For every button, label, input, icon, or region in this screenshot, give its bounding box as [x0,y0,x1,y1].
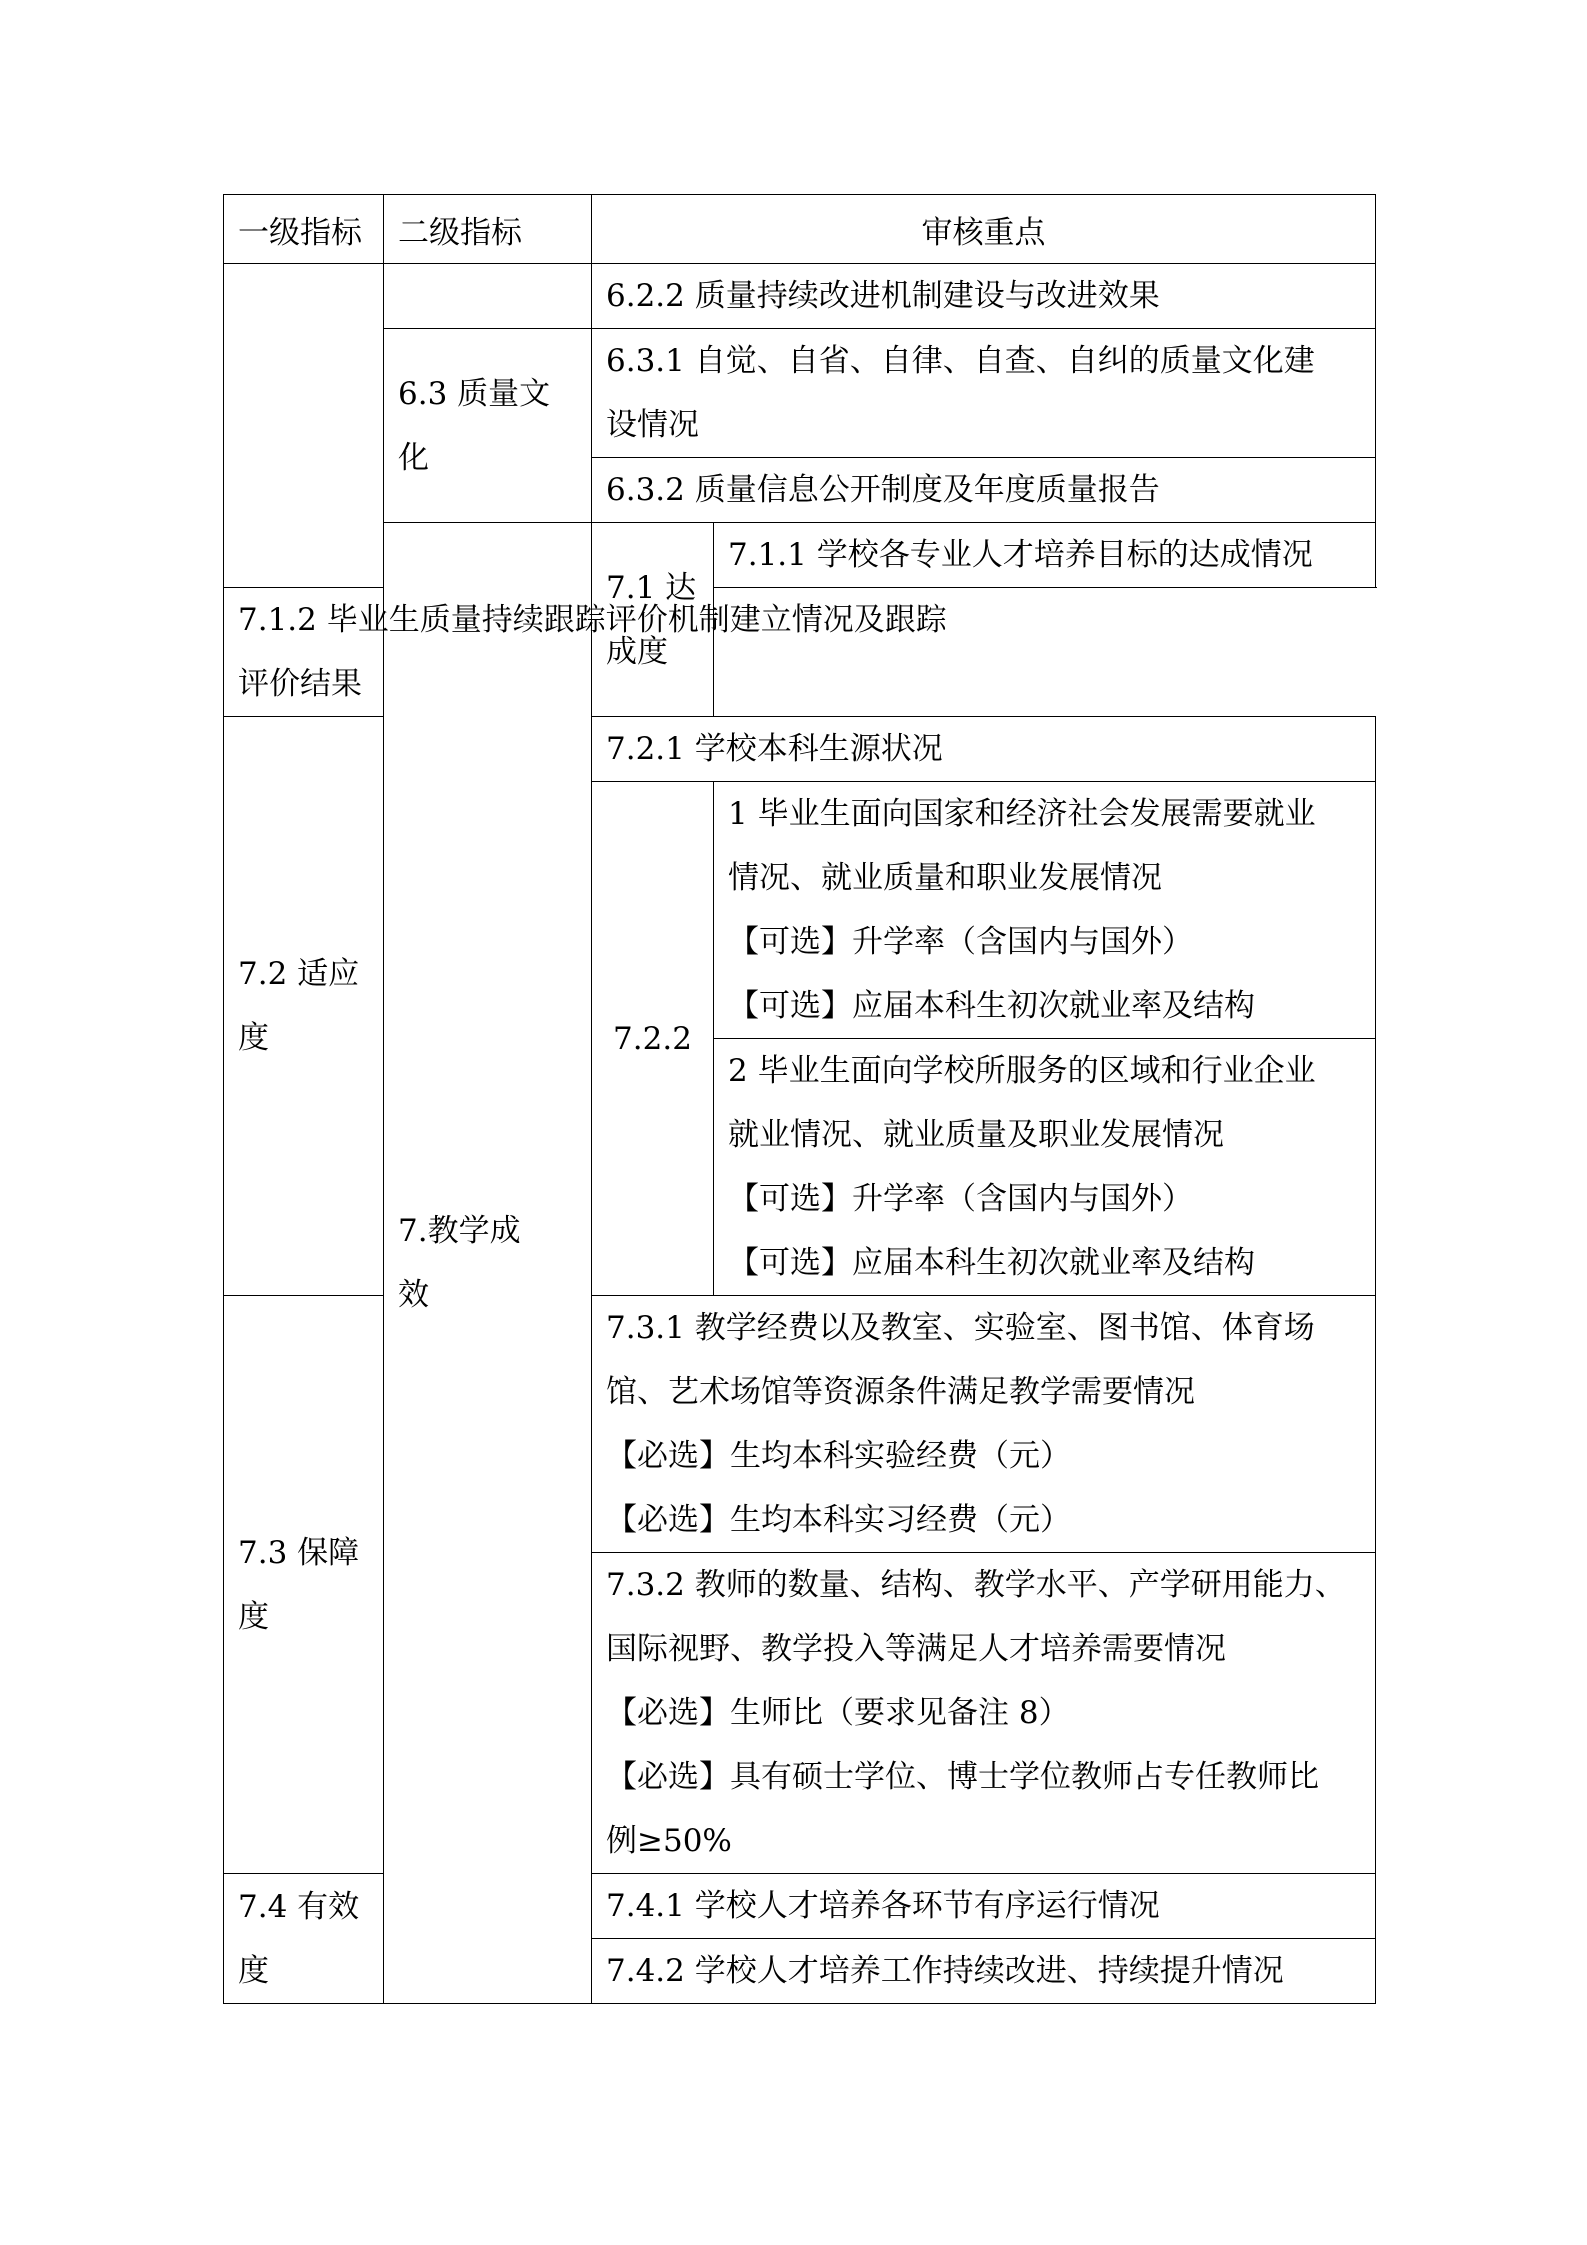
header-row [224,195,1376,264]
focus-cell-6-3-1 [592,329,1376,458]
table-row [224,329,1376,458]
focus-line: 国际视野、教学投入等满足人才培养需要情况 [606,1631,1226,1667]
focus-cell-7-3-1 [592,1296,1376,1553]
table-row [224,523,1376,588]
level2-cell-6-2 [384,264,592,329]
focus-line: 评价结果 [238,666,362,702]
focus-line: 【必选】具有硕士学位、博士学位教师占专任教师比 [606,1759,1319,1795]
focus-line: 7.1.2 毕业生质量持续跟踪评价机制建立情况及跟踪 [238,602,947,638]
level2-cell-6-3 [384,329,592,523]
level2-cell-7-3: 7.3 保障度 [224,1296,384,1874]
level2-line: 化 [398,439,429,476]
focus-line: 【可选】应届本科生初次就业率及结构 [728,1245,1255,1281]
focus-line: 【可选】升学率（含国内与国外） [728,924,1193,960]
focus-line: 【可选】升学率（含国内与国外） [728,1181,1193,1217]
focus-cell-7-2-2-2 [714,1039,1376,1296]
level2-cell-7-2: 7.2 适应度 [224,717,384,1296]
focus-line: 【必选】生均本科实习经费（元） [606,1502,1071,1538]
focus-cell-7-3-2 [592,1553,1376,1874]
header-col3: 审核重点 [592,195,1376,264]
focus-cell-7-1-1: 7.1.1 学校各专业人才培养目标的达成情况 [714,523,1376,588]
focus-line: 7.3.2 教师的数量、结构、教学水平、产学研用能力、 [606,1567,1346,1603]
focus-line: 情况、就业质量和职业发展情况 [728,860,1162,896]
focus-line: 7.3.1 教学经费以及教室、实验室、图书馆、体育场 [606,1310,1315,1346]
sub-cell-7-2-2: 7.2.2 [592,782,714,1296]
focus-line: 设情况 [606,407,699,443]
focus-line: 1 毕业生面向国家和经济社会发展需要就业 [728,796,1316,832]
focus-cell-6-3-2: 6.3.2 质量信息公开制度及年度质量报告 [592,458,1376,523]
level1-line: 7.教学成 [398,1213,521,1249]
focus-cell-7-2-1: 7.2.1 学校本科生源状况 [592,717,1376,782]
focus-line: 2 毕业生面向学校所服务的区域和行业企业 [728,1053,1316,1089]
focus-line: 馆、艺术场馆等资源条件满足教学需要情况 [606,1374,1195,1410]
focus-cell-7-2-2-1 [714,782,1376,1039]
focus-line: 就业情况、就业质量及职业发展情况 [728,1117,1224,1153]
focus-line: 例≥50% [606,1823,732,1859]
focus-line: 【必选】生均本科实验经费（元） [606,1438,1071,1474]
level2-line: 6.3 质量文 [398,375,551,412]
level1-cell-7 [384,523,592,2004]
level2-cell-7-1: 7.1 达成度 [592,523,714,717]
focus-line: 【可选】应届本科生初次就业率及结构 [728,988,1255,1024]
level1-cell-6 [224,264,384,588]
focus-line: 【必选】生师比（要求见备注 8） [606,1695,1070,1731]
audit-table [223,194,1376,2004]
focus-line: 6.3.1 自觉、自省、自律、自查、自纠的质量文化建 [606,343,1315,379]
level1-line: 效 [398,1277,429,1313]
table-row [224,588,1376,717]
table-row [224,264,1376,329]
level2-cell-7-4: 7.4 有效度 [224,1874,384,2004]
focus-cell-7-4-2: 7.4.2 学校人才培养工作持续改进、持续提升情况 [592,1939,1376,2004]
focus-cell-6-2-2: 6.2.2 质量持续改进机制建设与改进效果 [592,264,1376,329]
header-col2: 二级指标 [384,195,592,264]
header-col1: 一级指标 [224,195,384,264]
focus-cell-7-4-1: 7.4.1 学校人才培养各环节有序运行情况 [592,1874,1376,1939]
